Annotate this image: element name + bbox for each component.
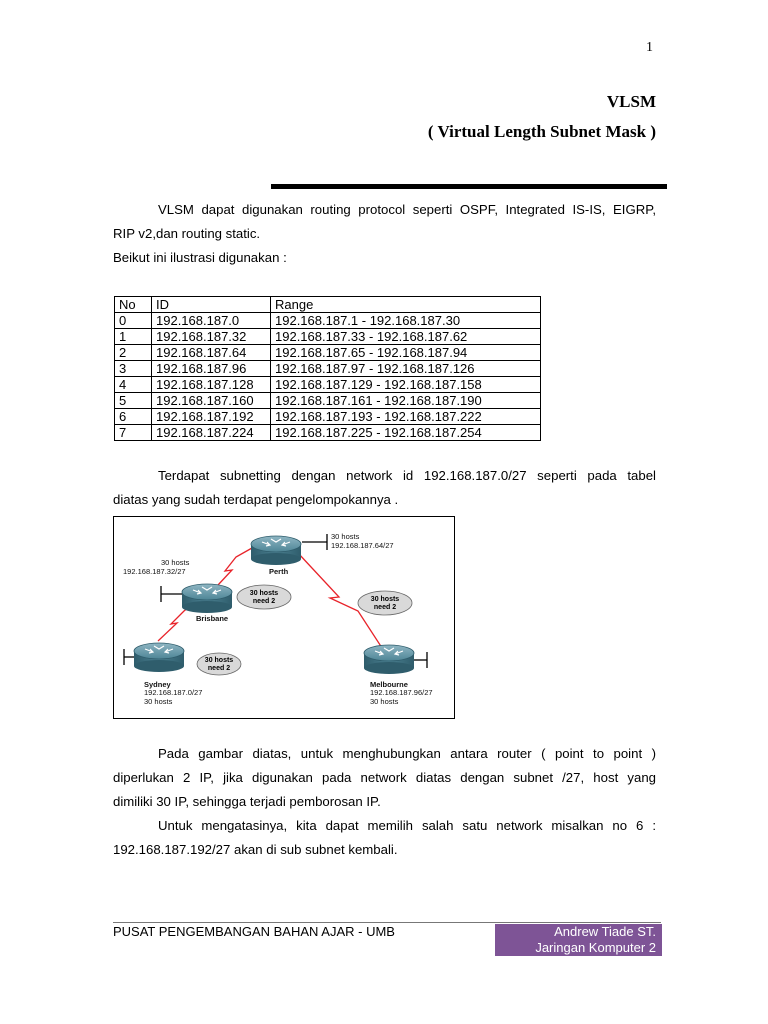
perth-network: 192.168.187.64/27 bbox=[331, 541, 394, 550]
table-row bbox=[115, 313, 541, 329]
sydney-name: Sydney bbox=[144, 680, 171, 689]
explanation-line-1: Pada gambar diatas, untuk menghubungkan antara router ( point to point ) bbox=[158, 746, 656, 761]
title-rule bbox=[271, 184, 667, 189]
link-note-bubble bbox=[237, 585, 291, 609]
table-header-row bbox=[115, 297, 541, 313]
table-cell-no: 7 bbox=[115, 425, 152, 441]
router-icon bbox=[134, 643, 184, 672]
subnetting-line-1: Terdapat subnetting dengan network id 192.168.187.0/27 seperti pada tabel bbox=[158, 468, 656, 483]
router-icon bbox=[251, 536, 301, 565]
explanation-line-2: diperlukan 2 IP, jika digunakan pada network diatas dengan subnet /27, host yang bbox=[113, 770, 656, 785]
table-row bbox=[115, 393, 541, 409]
table-cell-no: 5 bbox=[115, 393, 152, 409]
table-cell-id: 192.168.187.0 bbox=[152, 313, 271, 329]
table-cell-no: 6 bbox=[115, 409, 152, 425]
footer-author-box bbox=[495, 924, 662, 956]
intro-line-1: VLSM dapat digunakan routing protocol seperti OSPF, Integrated IS-IS, EIGRP, bbox=[158, 202, 656, 217]
subnetting-line-2: diatas yang sudah terdapat pengelompokannya . bbox=[113, 492, 399, 507]
melbourne-network: 192.168.187.96/27 bbox=[370, 688, 433, 697]
link-note-bubble bbox=[197, 653, 241, 675]
table-row bbox=[115, 361, 541, 377]
explanation-line-3: dimiliki 30 IP, sehingga terjadi pemborosan IP. bbox=[113, 794, 381, 809]
table-cell-range: 192.168.187.225 - 192.168.187.254 bbox=[271, 425, 541, 441]
table-cell-id: 192.168.187.96 bbox=[152, 361, 271, 377]
link-note-brisbane-perth-line-2: need 2 bbox=[252, 598, 276, 605]
network-diagram-svg bbox=[114, 517, 454, 718]
brisbane-name: Brisbane bbox=[196, 614, 229, 623]
table-row bbox=[115, 425, 541, 441]
router-icon bbox=[364, 645, 414, 674]
table-cell-id: 192.168.187.224 bbox=[152, 425, 271, 441]
table-row bbox=[115, 329, 541, 345]
table-header-no: No bbox=[115, 297, 152, 313]
footer-course: Jaringan Komputer 2 bbox=[535, 940, 656, 955]
table-cell-no: 4 bbox=[115, 377, 152, 393]
table-row bbox=[115, 409, 541, 425]
page-title: VLSM bbox=[606, 92, 656, 111]
table-cell-no: 3 bbox=[115, 361, 152, 377]
footer-institution: PUSAT PENGEMBANGAN BAHAN AJAR - UMB bbox=[113, 924, 395, 939]
intro-line-2: RIP v2,dan routing static. bbox=[113, 226, 261, 241]
table-row bbox=[115, 377, 541, 393]
link-note-bubble bbox=[358, 591, 412, 615]
table-cell-range: 192.168.187.33 - 192.168.187.62 bbox=[271, 329, 541, 345]
link-note-perth-melbourne-line-1: 30 hosts bbox=[370, 596, 400, 603]
subnetting-paragraph bbox=[113, 464, 656, 512]
table-cell-range: 192.168.187.161 - 192.168.187.190 bbox=[271, 393, 541, 409]
link-note-sydney-brisbane-line-2: need 2 bbox=[207, 665, 231, 672]
table-header-id: ID bbox=[152, 297, 271, 313]
page-number: 1 bbox=[646, 40, 653, 55]
table-cell-no: 0 bbox=[115, 313, 152, 329]
table-cell-no: 2 bbox=[115, 345, 152, 361]
table-cell-id: 192.168.187.64 bbox=[152, 345, 271, 361]
footer-divider bbox=[113, 922, 661, 923]
table-cell-id: 192.168.187.192 bbox=[152, 409, 271, 425]
table-cell-range: 192.168.187.193 - 192.168.187.222 bbox=[271, 409, 541, 425]
table-cell-id: 192.168.187.32 bbox=[152, 329, 271, 345]
footer-author: Andrew Tiade ST. bbox=[554, 924, 656, 939]
table-cell-range: 192.168.187.129 - 192.168.187.158 bbox=[271, 377, 541, 393]
table-cell-range: 192.168.187.1 - 192.168.187.30 bbox=[271, 313, 541, 329]
network-diagram bbox=[113, 516, 455, 719]
link-note-perth-melbourne-line-2: need 2 bbox=[373, 604, 397, 611]
melbourne-hosts: 30 hosts bbox=[370, 697, 399, 706]
table-cell-id: 192.168.187.160 bbox=[152, 393, 271, 409]
router-icon bbox=[182, 584, 232, 613]
brisbane-network: 192.168.187.32/27 bbox=[123, 567, 186, 576]
link-note-sydney-brisbane-line-1: 30 hosts bbox=[204, 657, 234, 664]
explanation-paragraph bbox=[113, 742, 656, 862]
perth-name: Perth bbox=[269, 567, 289, 576]
table-cell-range: 192.168.187.65 - 192.168.187.94 bbox=[271, 345, 541, 361]
melbourne-name: Melbourne bbox=[370, 680, 408, 689]
sydney-network: 192.168.187.0/27 bbox=[144, 688, 203, 697]
sydney-hosts: 30 hosts bbox=[144, 697, 173, 706]
table-cell-no: 1 bbox=[115, 329, 152, 345]
link-note-brisbane-perth-line-1: 30 hosts bbox=[249, 590, 279, 597]
page-subtitle: ( Virtual Length Subnet Mask ) bbox=[427, 122, 656, 141]
explanation-line-5: 192.168.187.192/27 akan di sub subnet kembali. bbox=[113, 842, 398, 857]
table-cell-range: 192.168.187.97 - 192.168.187.126 bbox=[271, 361, 541, 377]
intro-line-3: Beikut ini ilustrasi digunakan : bbox=[113, 250, 287, 265]
brisbane-hosts: 30 hosts bbox=[161, 558, 190, 567]
intro-paragraph bbox=[113, 198, 656, 270]
table-cell-id: 192.168.187.128 bbox=[152, 377, 271, 393]
link-brisbane-perth bbox=[218, 548, 252, 585]
subnet-table bbox=[114, 296, 541, 441]
explanation-line-4: Untuk mengatasinya, kita dapat memilih salah satu network misalkan no 6 : bbox=[158, 818, 656, 833]
table-header-range: Range bbox=[271, 297, 541, 313]
perth-hosts: 30 hosts bbox=[331, 532, 360, 541]
table-row bbox=[115, 345, 541, 361]
